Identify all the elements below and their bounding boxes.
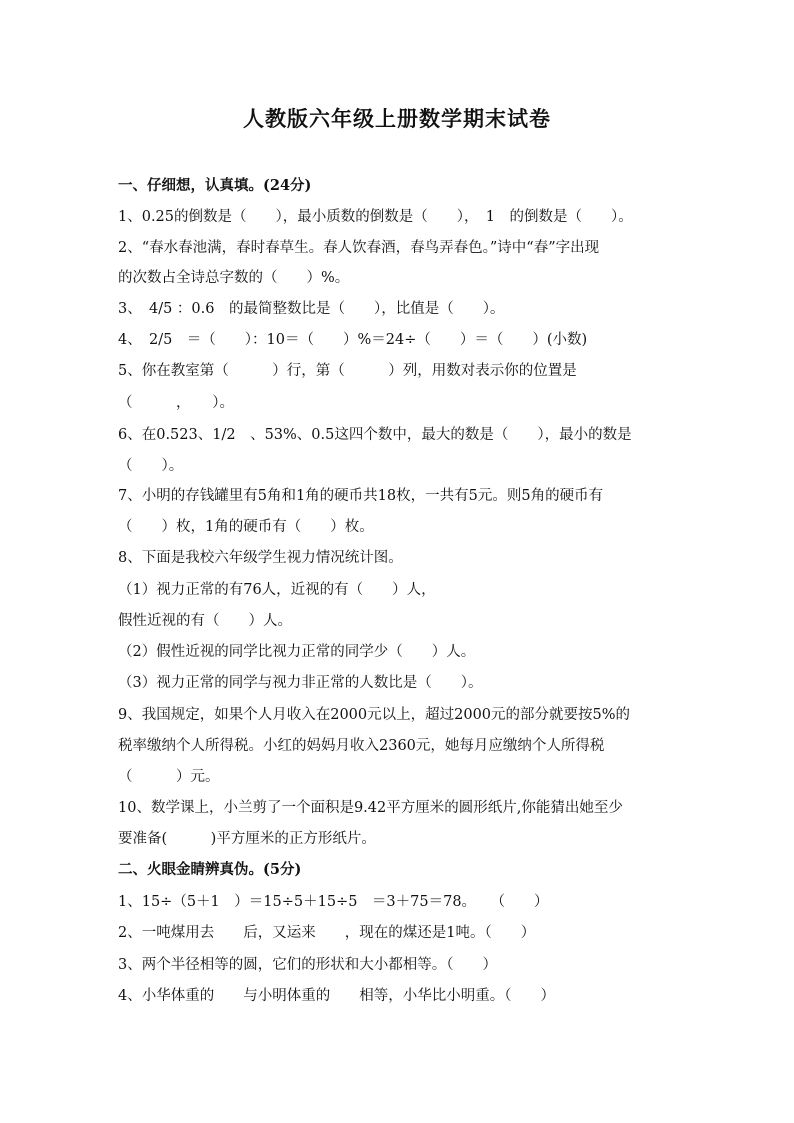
question-2-line-1: 2、“春水春池满，春时春草生。春人饮春酒，春鸟弄春色。”诗中“春”字出现 — [118, 240, 600, 256]
question-7-line-1: 7、小明的存钱罐里有5角和1角的硬币共18枚，一共有5元。则5角的硬币有 — [118, 488, 604, 504]
question-2-line-2: 的次数占全诗总字数的（ ）%。 — [118, 270, 350, 286]
question-9-line-2: 税率缴纳个人所得税。小红的妈妈月收入2360元，她每月应缴纳个人所得税 — [118, 738, 605, 754]
true-false-3: 3、两个半径相等的圆，它们的形状和大小都相等。（ ） — [118, 957, 497, 973]
question-8-part-1-line-2: 假性近视的有（ ）人。 — [118, 613, 292, 629]
question-8-part-1-line-1: （1）视力正常的有76人，近视的有（ ）人， — [118, 582, 436, 598]
question-6-line-1: 6、在0.523、1/2 、53%、0.5这四个数中，最大的数是（ ），最小的数是 — [118, 427, 632, 443]
question-5-line-1: 5、你在教室第（ ）行，第（ ）列，用数对表示你的位置是 — [118, 363, 577, 379]
page-title: 人教版六年级上册数学期末试卷 — [243, 106, 551, 131]
question-4: 4、 2/5 ＝（ ）：10＝（ ）%＝24÷（ ）＝（ ）(小数) — [118, 332, 588, 348]
question-5-line-2: （ ， ）。 — [118, 395, 234, 411]
question-3: 3、 4/5 ：0.6 的最简整数比是（ ），比值是（ ）。 — [118, 301, 505, 317]
question-10-line-2: 要准备( )平方厘米的正方形纸片。 — [118, 831, 376, 847]
question-8-part-2: （2）假性近视的同学比视力正常的同学少（ ）人。 — [118, 644, 476, 660]
true-false-4: 4、小华体重的 与小明体重的 相等，小华比小明重。（ ） — [118, 988, 555, 1004]
question-9-line-1: 9、我国规定，如果个人月收入在2000元以上，超过2000元的部分就要按5%的 — [118, 707, 631, 723]
question-10-line-1: 10、数学课上，小兰剪了一个面积是9.42平方厘米的圆形纸片,你能猜出她至少 — [118, 800, 623, 816]
question-7-line-2: （ ）枚，1角的硬币有（ ）枚。 — [118, 519, 374, 535]
question-8-part-3: （3）视力正常的同学与视力非正常的人数比是（ ）。 — [118, 675, 483, 691]
question-9-line-3: （ ）元。 — [118, 769, 220, 785]
section-1-heading: 一、仔细想，认真填。(24分) — [118, 177, 312, 194]
question-1: 1、0.25的倒数是（ ），最小质数的倒数是（ ）， 1 的倒数是（ ）。 — [118, 209, 633, 225]
true-false-1: 1、15÷（5＋1 ）＝15÷5＋15÷5 ＝3＋75＝78。 （ ） — [118, 894, 549, 910]
true-false-2: 2、一吨煤用去 后，又运来 ，现在的煤还是1吨。（ ） — [118, 925, 536, 941]
question-8: 8、下面是我校六年级学生视力情况统计图。 — [118, 550, 403, 566]
section-2-heading: 二、火眼金睛辨真伪。(5分) — [118, 861, 302, 878]
question-6-line-2: （ ）。 — [118, 458, 184, 474]
